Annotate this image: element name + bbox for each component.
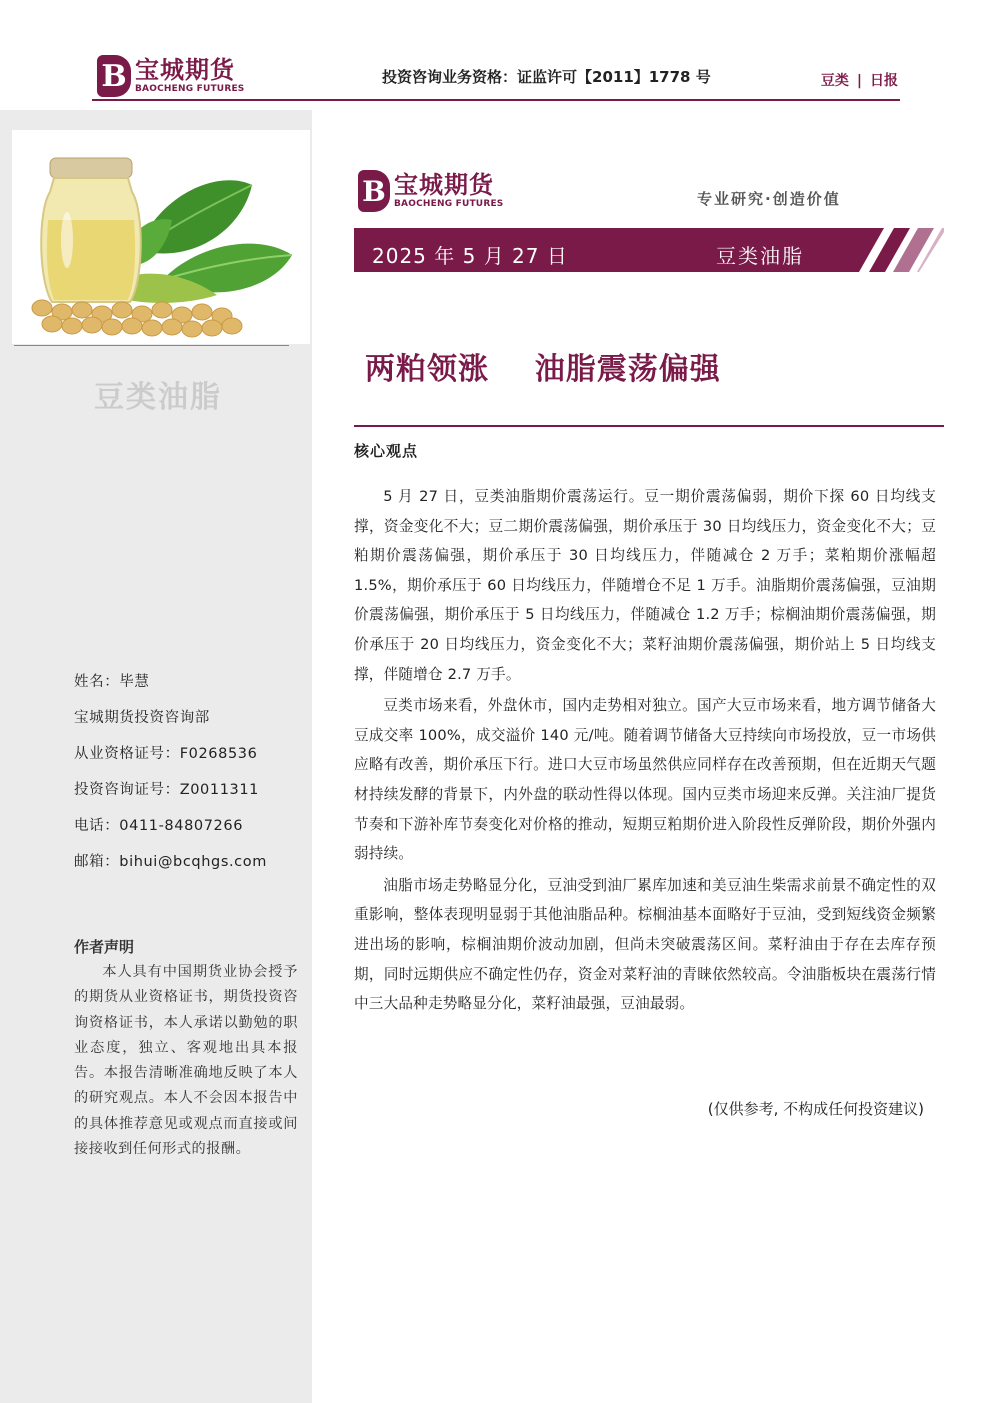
author-contact: [74, 664, 314, 880]
main-logo-mark-icon: B: [358, 170, 390, 212]
hero-divider: [14, 345, 289, 346]
author-advisory-license: 投资咨询证号：Z0011311: [74, 782, 260, 798]
header-qualification: 投资咨询业务资格：证监许可【2011】1778 号: [382, 68, 711, 86]
header-logo-cn: 宝城期货: [135, 56, 235, 84]
report-category: 豆类油脂: [716, 244, 804, 268]
hero-image: [12, 130, 310, 344]
paragraph-soybean-market: 豆类市场来看，外盘休市，国内走势相对独立。国产大豆市场来看，地方调节储备大豆成交率 100%，成交溢价 140 元/吨。随着调节储备大豆持续向市场投放，豆一市场供应略有改善，期价承压下行。进口大豆市场虽然供应同样存在改善预期，但在近期天气题材持续发酵的背景下，内外盘的联动性得以体现。国内豆类市场迎来反弹。关注油厂提货节奏和下游补库节奏变化对价格的推动，短期豆粕期价进入阶段性反弹阶段，期价外强内弱持续。: [354, 697, 936, 863]
oil-soybean-illustration: [12, 130, 310, 344]
author-phone: 电话：0411-84807266: [74, 818, 244, 834]
core-view-title: 核心观点: [354, 442, 419, 460]
header-logo: [97, 52, 257, 100]
author-name: 姓名：毕慧: [74, 674, 150, 690]
report-body: [354, 482, 936, 1021]
declaration-text: 本人具有中国期货业协会授予的期货从业资格证书，期货投资咨询资格证书，本人承诺以勤勉的职业态度，独立、客观地出具本报告。本报告清晰准确地反映了本人的研究观点。本人不会因本报告中的具体推荐意见或观点而直接或间接接收到任何形式的报酬。: [74, 964, 298, 1158]
header-tags: 豆类 | 日报: [820, 73, 898, 89]
author-email: 邮箱：bihui@bcqhgs.com: [74, 854, 267, 870]
main-logo-cn: 宝城期货: [394, 171, 494, 199]
slogan: 专业研究·创造价值: [697, 190, 841, 208]
paragraph-market-summary: 5 月 27 日，豆类油脂期价震荡运行。豆一期价震荡偏弱，期价下探 60 日均线支撑，资金变化不大；豆二期价震荡偏强，期价承压于 30 日均线压力，资金变化不大；豆粕期价震荡偏强，期价承压于 30 日均线压力，伴随减仓 2 万手；菜粕期价涨幅超 1.5%，期价承压于 60 日均线压力，伴随增仓不足 1 万手。油脂期价震荡偏强，豆油期价震荡偏强，期价承压于 5 日均线压力，伴随减仓 1.2 万手；棕榈油期价震荡偏强，期价承压于 20 日均线压力，资金变化不大；菜籽油期价震荡偏强，期价站上 5 日均线支撑，伴随增仓 2.7 万手。: [354, 488, 936, 683]
header-divider: [92, 99, 900, 101]
main-logo: [358, 170, 503, 212]
author-license: 从业资格证号：F0268536: [74, 746, 258, 762]
sidebar-category: 豆类油脂: [94, 380, 222, 415]
logo-mark-icon: B: [97, 55, 131, 97]
header-tag-type: 日报: [870, 73, 898, 89]
disclaimer: (仅供参考, 不构成任何投资建议): [707, 1100, 924, 1118]
title-divider: [354, 425, 944, 427]
main-logo-en: BAOCHENG FUTURES: [394, 199, 504, 209]
declaration-title: 作者声明: [74, 938, 135, 956]
report-title: 两粕领涨 油脂震荡偏强: [365, 352, 721, 387]
header-tag-category: 豆类: [820, 73, 849, 89]
author-dept: 宝城期货投资咨询部: [74, 710, 210, 726]
paragraph-oil-market: 油脂市场走势略显分化，豆油受到油厂累库加速和美豆油生柴需求前景不确定性的双重影响，整体表现明显弱于其他油脂品种。棕榈油基本面略好于豆油，受到短线资金频繁进出场的影响，棕榈油期价波动加剧，但尚未突破震荡区间。菜籽油由于存在去库存预期，同时远期供应不确定性仍存，资金对菜籽油的青睐依然较高。令油脂板块在震荡行情中三大品种走势略显分化，菜籽油最强，豆油最弱。: [354, 876, 936, 1013]
header-logo-en: BAOCHENG FUTURES: [135, 84, 245, 94]
report-date: 2025 年 5 月 27 日: [372, 244, 568, 268]
